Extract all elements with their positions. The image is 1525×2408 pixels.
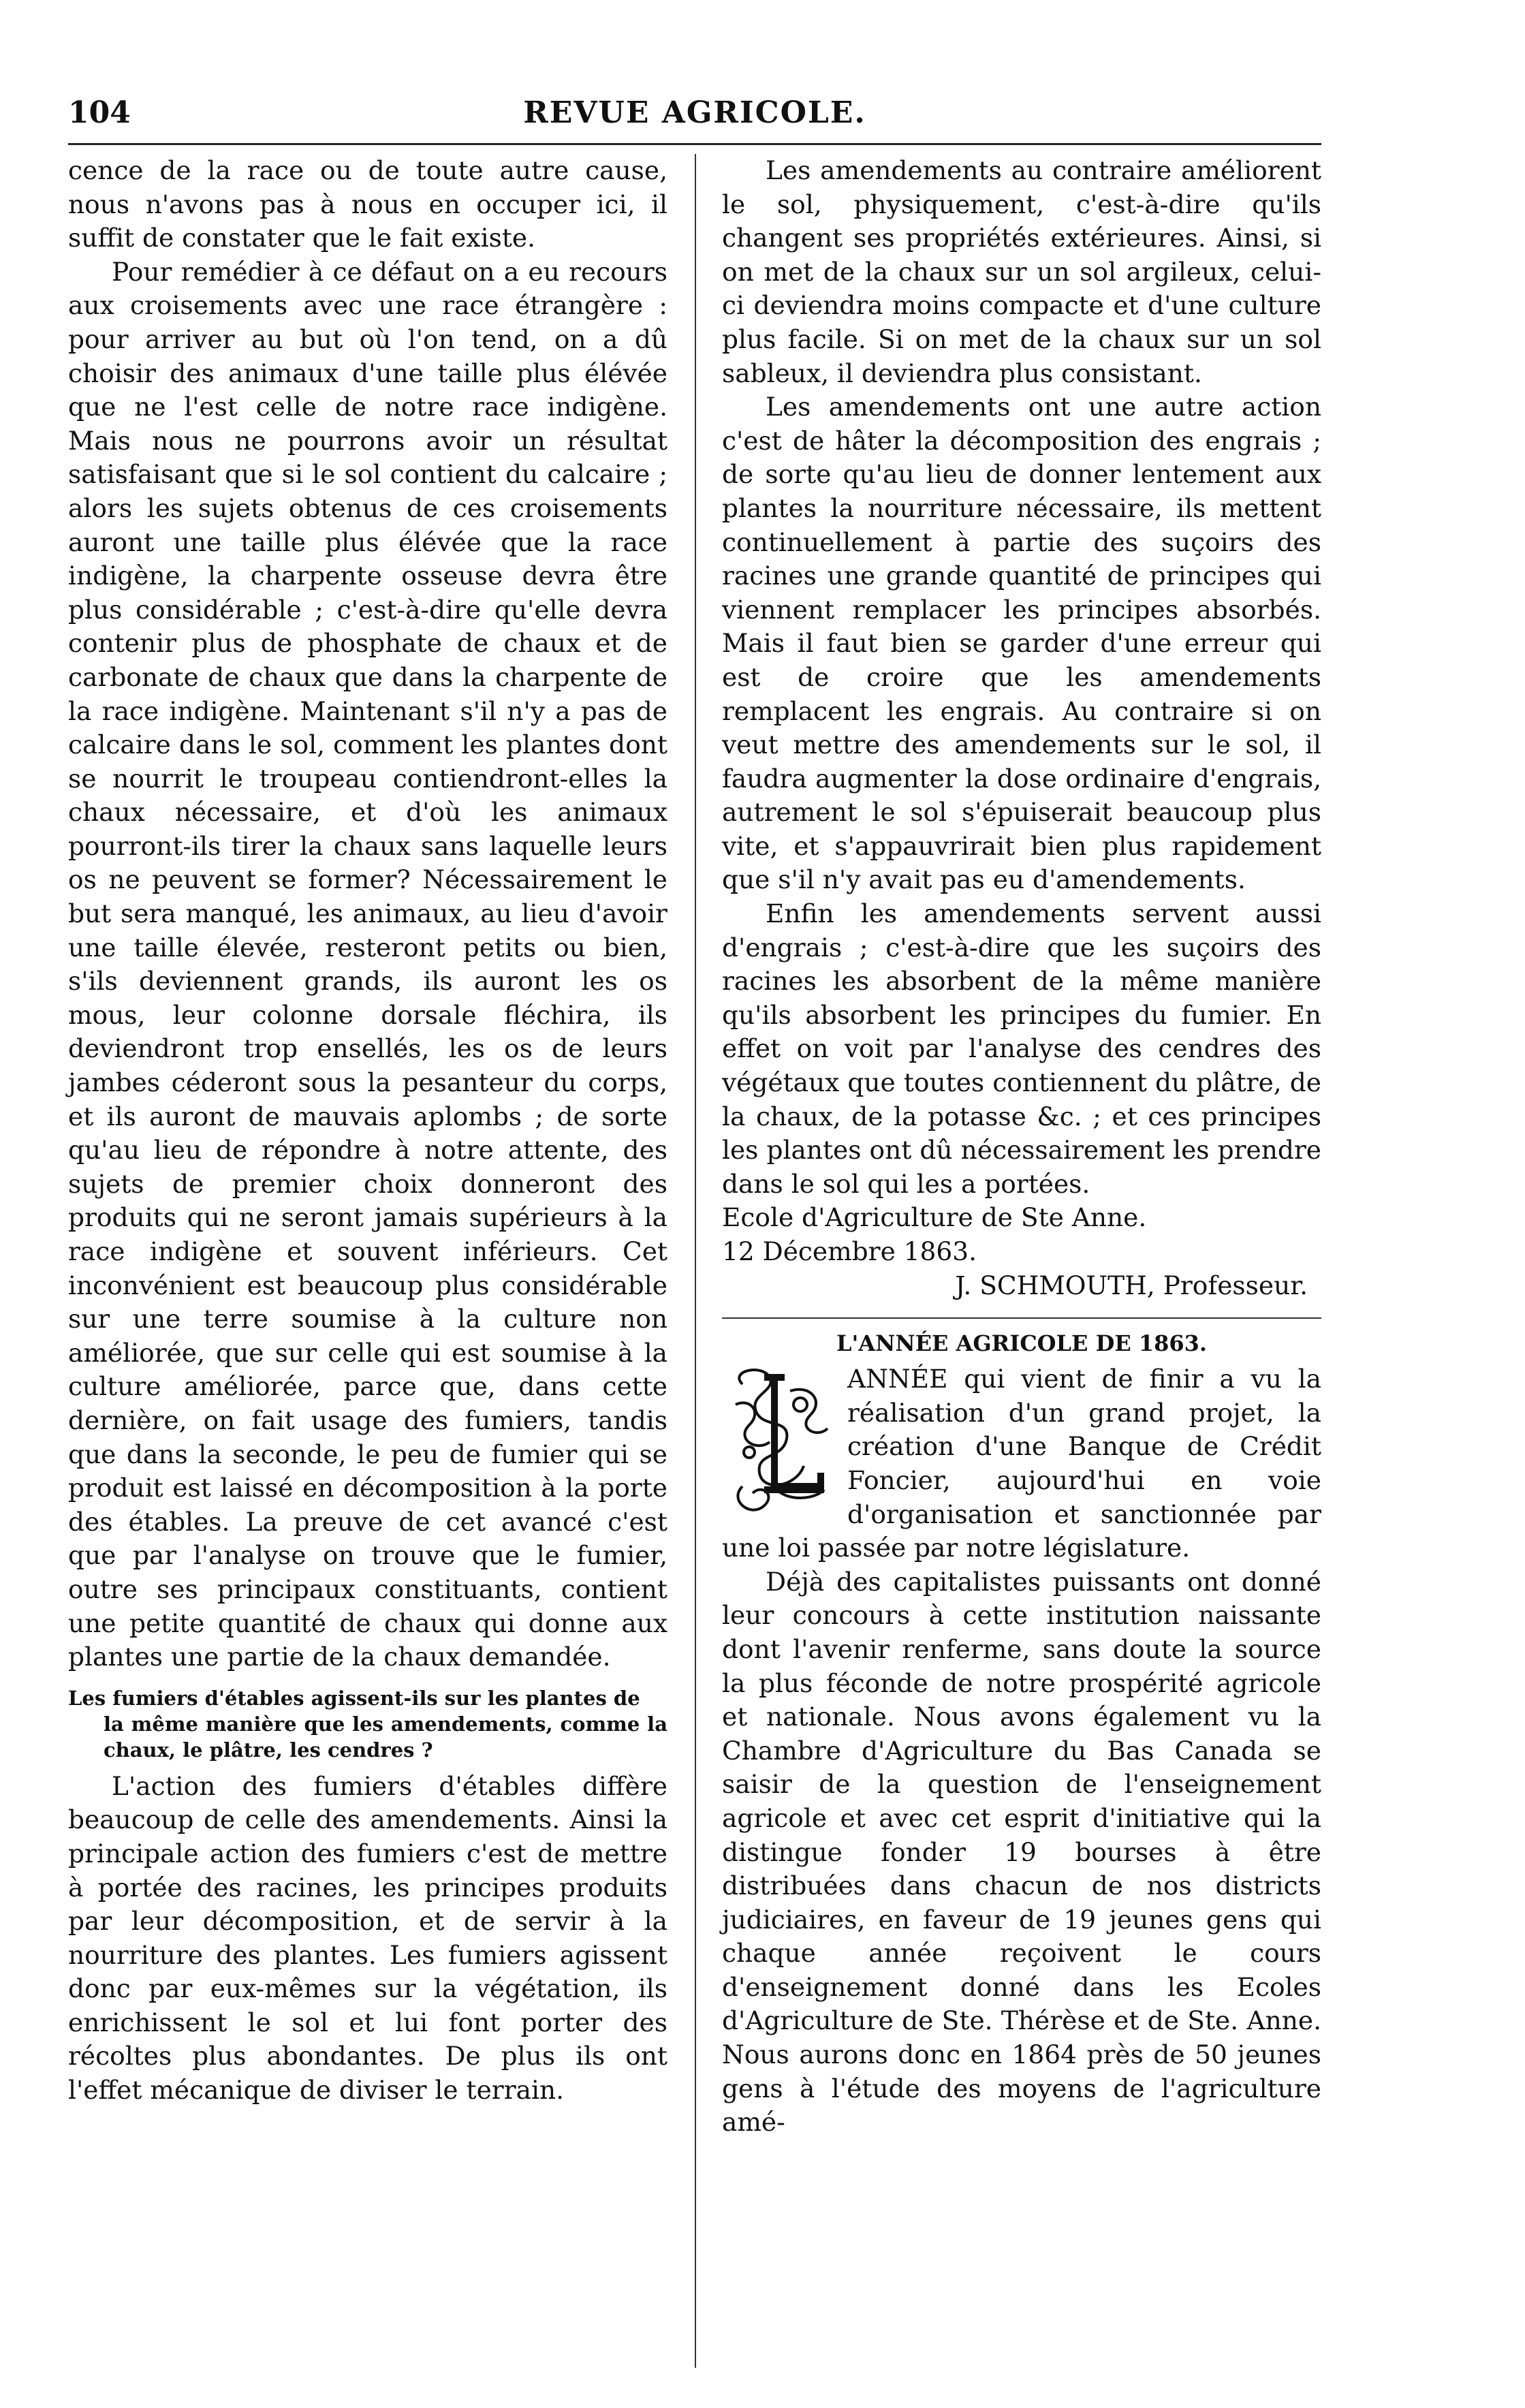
article-title: L'ANNÉE AGRICOLE DE 1863. [836,1330,1208,1357]
column-divider [695,154,696,2368]
subheading-line: Les fumiers d'étables agissent-ils sur les plantes de [68,1686,640,1710]
paragraph: Pour remédier à ce défaut on a eu recours aux croisements avec une race étrangère : pour arriver au but où l'on tend, on a dû choisir des animaux d'une taille plus élévée que ne l'est celle de notre race indigène. Mais nous ne pourrons avoir un résultat satisfaisant que si le sol contient du calcaire ; alors les sujets obtenus de ces croisements auront une taille plus élévée que la race indigène, la charpente osseuse devra être plus considérable ; c'est-à-dire qu'elle devra contenir plus de phosphate de chaux et de carbonate de chaux que dans la charpente de la race indigène. Maintenant s'il n'y a pas de calcaire dans le sol, comment les plantes dont se nourrit le troupeau contiendront-elles la chaux nécessaire, et d'où les animaux pourront-ils tirer la chaux sans laquelle leurs os ne peuvent se former? Nécessairement le but sera manqué, les animaux, au lieu d'avoir une taille élevée, resteront petits ou bien, s'ils deviennent grands, ils auront les os mous, leur colonne dorsale fléchira, ils deviendront trop ensellés, les os de leurs jambes céderont sous la pesanteur du corps, et ils auront de mauvais aplombs ; de sorte qu'au lieu de répondre à notre attente, des sujets de premier choix donneront des produits qui ne seront jamais supérieurs à la race indigène et souvent inférieurs. Cet inconvénient est beaucoup plus considérable sur une terre soumise à la culture non améliorée, que sur celle qui est soumise à la culture améliorée, parce que, dans cette dernière, on fait usage des fumiers, tandis que dans la seconde, le peu de fumier qui se produit est laissé en décomposition à la porte des étables. La preuve de cet avancé c'est que par l'analyse on trouve que le fumier, outre ses principaux constituants, contient une petite quantité de chaux qui donne aux plantes une partie de la chaux demandée. [68,256,667,1672]
paragraph: Déjà des capitalistes puissants ont donné leur concours à cette institution naissante dont l'avenir renferme, sans doute la source la plus féconde de notre prospérité agricole et nationale. Nous avons également vu la Chambre d'Agriculture du Bas Canada se saisir de la question de l'enseignement agricole et avec cet esprit d'initiative qui la distingue fonder 19 bourses à être distribuées dans chacun de nos districts judiciaires, en faveur de 19 jeunes gens qui chaque année reçoivent le cours d'enseignement donné dans les Ecoles d'Agriculture de Ste. Thérèse et de Ste. Anne. Nous aurons donc en 1864 près de 50 jeunes gens à l'étude des moyens de l'agriculture amé- [722,1566,1321,2138]
paragraph: ANNÉE qui vient de finir a vu la réalisation d'un grand projet, la création d'une Banque de Crédit Foncier, aujourd'hui en voie d'organisation et sanctionnée par une loi passée par notre législature. [722,1364,1321,1563]
journal-page [68,95,1321,2371]
paragraph: L'action des fumiers d'étables diffère beaucoup de celle des amendements. Ainsi la principale action des fumiers c'est de mettre à portée des racines, les principes produits par leur décomposition, et de servir à la nourriture des plantes. Les fumiers agissent donc par eux-mêmes sur la végétation, ils enrichissent le sol et lui font porter des récoltes plus abondantes. De plus ils ont l'effet mécanique de diviser le terrain. [68,1770,667,2106]
running-title: REVUE AGRICOLE. [523,95,866,130]
paragraph: Les amendements ont une autre action c'est de hâter la décomposition des engrais ; de sorte qu'au lieu de donner lentement aux plantes la nourriture nécessaire, ils mettent continuellement à partie des suçoirs des racines une grande quantité de principes qui viennent remplacer les principes absorbés. Mais il faut bien se garder d'une erreur qui est de croire que les amendements remplacent les engrais. Au contraire si on veut mettre des amendements sur le sol, il faudra augmenter la dose ordinaire d'engrais, autrement le sol s'épuiserait beaucoup plus vite, et s'appauvrirait bien plus rapidement que s'il n'y avait pas eu d'amendements. [722,392,1321,895]
signature-school: Ecole d'Agriculture de Ste Anne. [722,1202,1147,1233]
left-column [68,154,667,2108]
right-column [722,154,1321,2140]
text-columns [68,154,1321,2371]
paragraph: cence de la race ou de toute autre cause, nous n'avons pas à nous en occuper ici, il suffit de constater que le fait existe. [68,155,667,253]
question-subheading [68,1685,667,1763]
section-divider [722,1317,1321,1319]
signature-date: 12 Décembre 1863. [722,1236,977,1266]
page-number: 104 [68,95,131,130]
paragraph: Les amendements au contraire améliorent le sol, physiquement, c'est-à-dire qu'ils changent ses propriétés extérieures. Ainsi, si on met de la chaux sur un sol argileux, celui-ci deviendra moins compacte et d'une culture plus facile. Si on met de la chaux sur un sol sableux, il deviendra plus consistant. [722,155,1321,388]
page-header [68,95,1321,145]
ornamental-initial-icon [722,1364,838,1527]
subheading-line: la même manière que les amendements, comme la chaux, le plâtre, les cendres ? [104,1712,667,1762]
signature-author: J. SCHMOUTH, Professeur. [955,1270,1308,1300]
ornamental-initial-l [722,1364,838,1527]
paragraph: Enfin les amendements servent aussi d'engrais ; c'est-à-dire que les suçoirs des racines les absorbent de la même manière qu'ils absorbent les principes du fumier. En effet on voit par l'analyse des cendres des végétaux que toutes contiennent du plâtre, de la chaux, de la potasse &c. ; et ces principes les plantes ont dû nécessairement les prendre dans le sol qui les a portées. [722,898,1321,1199]
